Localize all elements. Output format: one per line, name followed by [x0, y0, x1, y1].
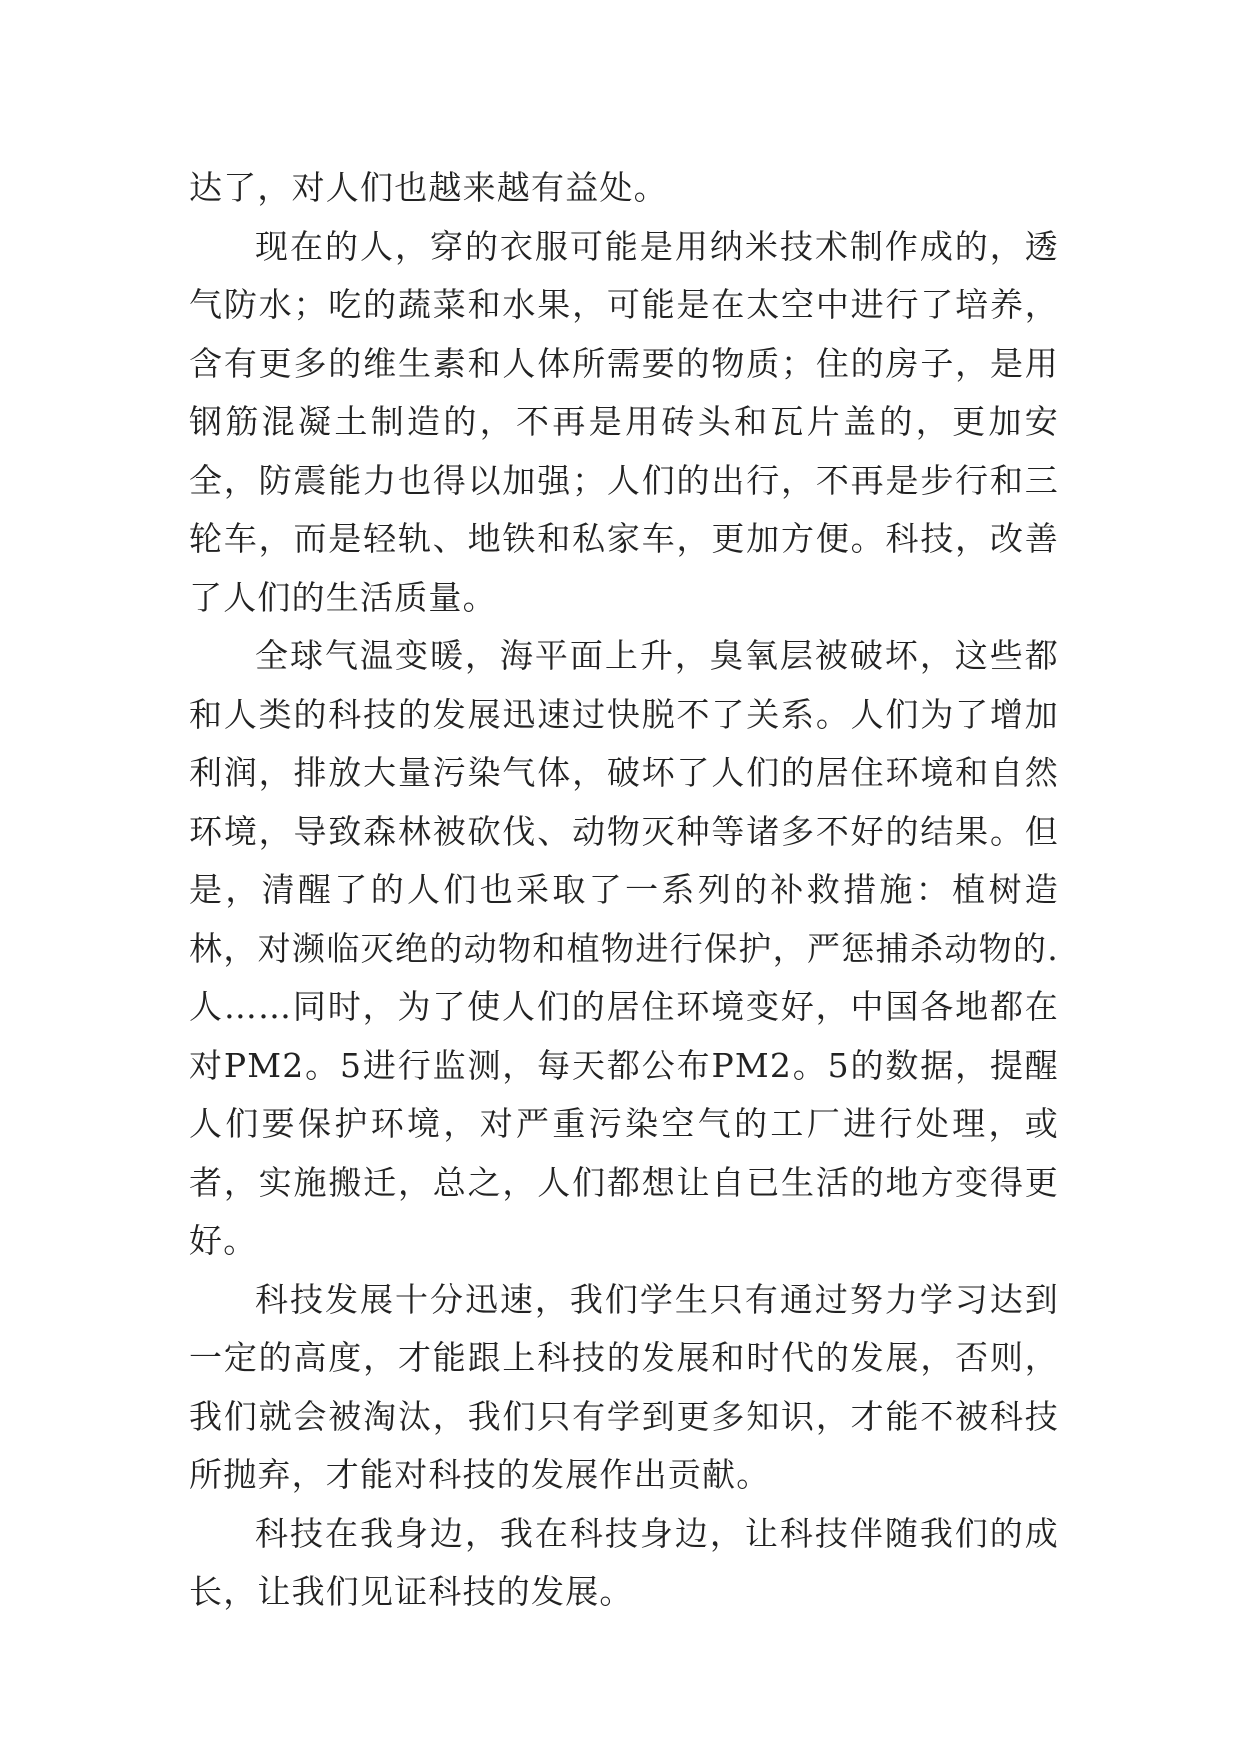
paragraph-environment: 全球气温变暖，海平面上升，臭氧层被破坏，这些都和人类的科技的发展迅速过快脱不了关系。人们为了增加利润，排放大量污染气体，破坏了人们的居住环境和自然环境，导致森林被砍伐、动物灭种等诸多不好的结果。但是，清醒了的人们也采取了一系列的补救措施：植树造林，对濒临灭绝的动物和植物进行保护，严惩捕杀动物的.人……同时，为了使人们的居住环境变好，中国各地都在对PM2。5进行监测，每天都公布PM2。5的数据，提醒人们要保护环境，对严重污染空气的工厂进行处理，或者，实施搬迁，总之，人们都想让自已生活的地方变得更好。: [189, 636, 1059, 1260]
paragraph-continuation: 达了，对人们也越来越有益处。: [189, 168, 668, 207]
paragraph-daily-life: 现在的人，穿的衣服可能是用纳米技术制作成的，透气防水；吃的蔬菜和水果，可能是在太空中进行了培养，含有更多的维生素和人体所需要的物质；住的房子，是用钢筋混凝土制造的，不再是用砖头和瓦片盖的，更加安全，防震能力也得以加强；人们的出行，不再是步行和三轮车，而是轻轨、地铁和私家车，更加方便。科技，改善了人们的生活质量。: [189, 226, 1059, 617]
paragraph-students: 科技发展十分迅速，我们学生只有通过努力学习达到一定的高度，才能跟上科技的发展和时代的发展，否则，我们就会被淘汰，我们只有学到更多知识，才能不被科技所抛弃，才能对科技的发展作出贡献。: [189, 1279, 1059, 1494]
paragraph-conclusion: 科技在我身边，我在科技身边，让科技伴随我们的成长，让我们见证科技的发展。: [189, 1513, 1059, 1611]
document-body: [189, 159, 1059, 1622]
